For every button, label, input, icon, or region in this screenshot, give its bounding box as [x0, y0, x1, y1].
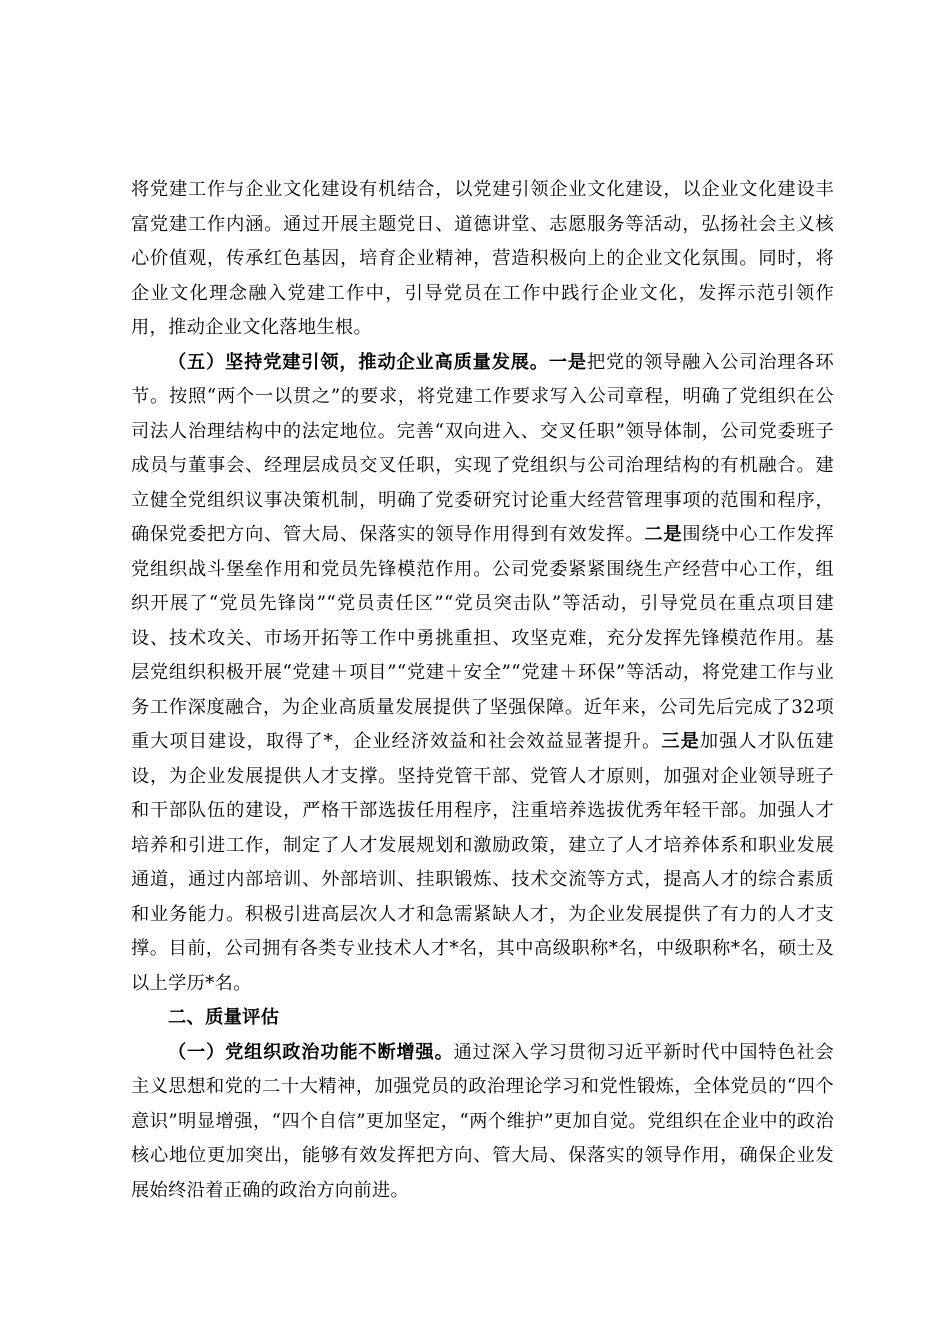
lead-third: 三是	[661, 731, 700, 752]
body-text: 围绕中心工作发挥党组织战斗堡垒作用和党员先锋模范作用。公司党委紧紧围绕生产经营中心工作，组织开展了“党员先锋岗”“党员责任区”“党员突击队”等活动，引导党员在重点项目建设、技术攻关、市场开拓等工作中勇挑重担、攻坚克难，充分发挥先锋模范作用。基层党组织积极开展“党建＋项目”“党建＋安全”“党建＋环保”等活动，将党建工作与业务工作深度融合，为企业高质量发展提供了坚强保障。近年来，公司先后完成了32项重大项目建设，取得了*，企业经济效益和社会效益显著提升。	[131, 524, 834, 752]
paragraph-culture: 将党建工作与企业文化建设有机结合，以党建引领企业文化建设，以企业文化建设丰富党建工作内涵。通过开展主题党日、道德讲堂、志愿服务等活动，弘扬社会主义核心价值观，传承红色基因，培育企业精神，营造积极向上的企业文化氛围。同时，将企业文化理念融入党建工作中，引导党员在工作中践行企业文化，发挥示范引领作用，推动企业文化落地生根。	[131, 179, 834, 338]
section-heading: 二、质量评估	[168, 1007, 280, 1028]
paragraph-party-leadership	[131, 346, 834, 1002]
paragraph-heading: （一）党组织政治功能不断增强。	[168, 1041, 454, 1063]
body-text: 把党的领导融入公司治理各环节。按照“两个一以贯之”的要求，将党建工作要求写入公司章程，明确了党组织在公司法人治理结构中的法定地位。完善“双向进入、交叉任职”领导体制，公司党委班子成员与董事会、经理层成员交叉任职，实现了党组织与公司治理结构的有机融合。建立健全党组织议事决策机制，明确了党委研究讨论重大经营管理事项的范围和程序，确保党委把方向、管大局、保落实的领导作用得到有效发挥。	[131, 351, 834, 545]
body-text: 加强人才队伍建设，为企业发展提供人才支撑。坚持党管干部、党管人才原则，加强对企业领导班子和干部队伍的建设，严格干部选拔任用程序，注重培养选拔优秀年轻干部。加强人才培养和引进工作，制定了人才发展规划和激励政策，建立了人才培养体系和职业发展通道，通过内部培训、外部培训、挂职锻炼、技术交流等方式，提高人才的综合素质和业务能力。积极引进高层次人才和急需紧缺人才，为企业发展提供了有力的人才支撑。目前，公司拥有各类专业技术人才*名，其中高级职称*名，中级职称*名，硕士及以上学历*名。	[131, 731, 834, 994]
body-text: 通过深入学习贯彻习近平新时代中国特色社会主义思想和党的二十大精神，加强党员的政治理论学习和党性锻炼，全体党员的“四个意识”明显增强，“四个自信”更加坚定，“两个维护”更加自觉。党组织在企业中的政治核心地位更加突出，能够有效发挥把方向、管大局、保落实的领导作用，确保企业发展始终沿着正确的政治方向前进。	[131, 1041, 834, 1201]
paragraph-heading: （五）坚持党建引领，推动企业高质量发展。	[168, 351, 549, 373]
paragraph-political-function	[131, 1036, 834, 1209]
lead-first: 一是	[548, 351, 587, 373]
lead-second: 二是	[644, 524, 683, 545]
document-page	[131, 173, 834, 1208]
